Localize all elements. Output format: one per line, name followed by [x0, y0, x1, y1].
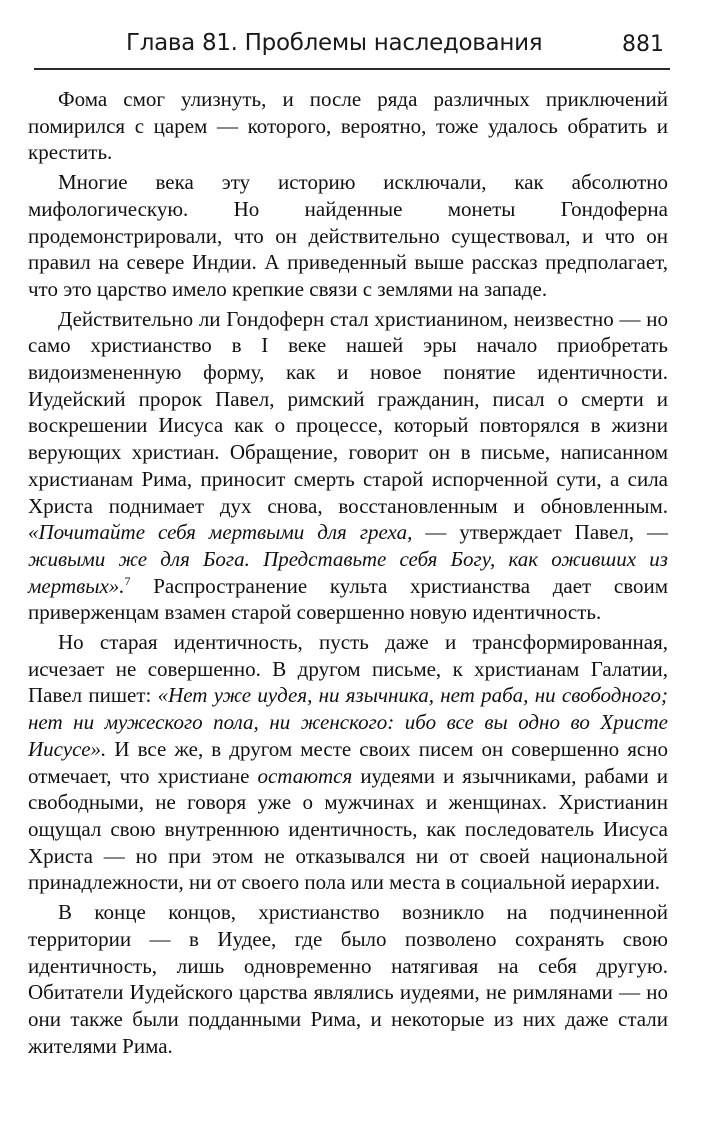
text-run: И все же, в другом месте своих писем он совершенно ясно отмечает, что христиане — [28, 736, 668, 788]
body-text — [28, 86, 668, 1062]
running-header — [34, 24, 670, 72]
text-run: — утверждает Павел, — — [412, 520, 668, 545]
italic-quote: живыми же для Бога. Представьте себя Богу, как оживших из мертвых». — [28, 546, 668, 598]
text-run: Многие века эту историю исключали, как абсолютно мифологическую. Но найденные монеты Гондоферна продемонстрировали, что он действительно существовал, и что он правил на севере Индии. А приведенный выше рассказ предполагает, что это царство имело крепкие связи с землями на западе. — [28, 170, 668, 301]
footnote-ref: 7 — [124, 573, 131, 588]
text-run: В конце концов, христианство возникло на подчиненной территории — в Иудее, где было позволено сохранять свою идентичность, лишь одновременно натягивая на себя другую. Обитатели Иудейского царства являлись иудеями, не римлянами — но они также были подданными Рима, и некоторые из них даже стали жителями Рима. — [28, 900, 668, 1058]
header-rule — [34, 68, 670, 70]
italic-quote: «Нет уже иудея, ни язычника, нет раба, ни свободного; нет ни мужеского пола, ни женского: ибо все вы одно во Христе Иисусе». — [28, 683, 668, 761]
paragraph — [28, 169, 668, 303]
text-run: Фома смог улизнуть, и после ряда различных приключений помирился с царем — которого, вероятно, тоже удалось обратить и крестить. — [28, 87, 668, 165]
chapter-title: Глава 81. Проблемы наследования — [126, 30, 543, 56]
text-run: Действительно ли Гондоферн стал христианином, неизвестно — но само христианство в I веке нашей эры начало приобретать видоизмененную форму, как и новое понятие идентичности. Иудейский пророк Павел, римский гражданин, писал о смерти и воскрешении Иисуса как о процессе, который повторялся в жизни верующих христиан. Обращение, говорит он в письме, написанном христианам Рима, приносит смерть старой испорченной сути, а сила Христа поднимает дух снова, восстановленным и обновленным. — [28, 306, 668, 518]
text-run: иудеями и язычниками, рабами и свободными, не говоря уже о мужчинах и женщинах. Христианин ощущал свою внутреннюю идентичность, как последователь Иисуса Христа — но при этом не отказывался ни от своей национальной принадлежности, ни от своего пола или места в социальной иерархии. — [28, 763, 668, 895]
text-run: Но старая идентичность, пусть даже и трансформированная, исчезает не совершенно. В другом письме, к христианам Галатии, Павел пишет: — [28, 630, 668, 708]
paragraph — [28, 86, 668, 166]
italic-quote: остаются — [257, 763, 353, 788]
paragraph — [28, 629, 668, 896]
page-number: 881 — [622, 32, 664, 57]
text-run: Распространение культа христианства дает своим приверженцам взамен старой совершенно новую идентичность. — [28, 573, 668, 625]
paragraph — [28, 899, 668, 1059]
paragraph — [28, 306, 668, 626]
italic-quote: «Почитайте себя мертвыми для греха, — [28, 520, 413, 545]
